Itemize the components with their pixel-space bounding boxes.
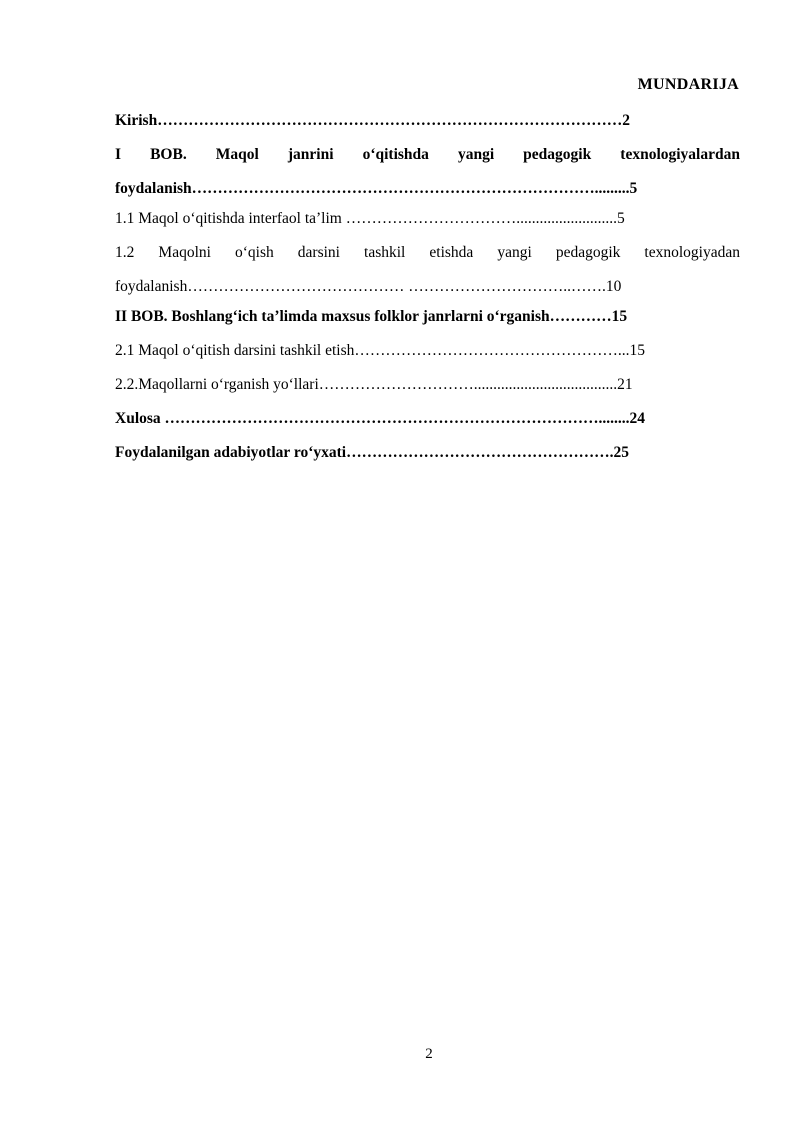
toc-entry-line-1: 1.2 Maqolni o‘qish darsini tashkil etishda yangi pedagogik texnologiyadan (115, 244, 740, 261)
toc-heading: MUNDARIJA (637, 76, 739, 93)
toc-entry-section-1-1 (115, 206, 740, 231)
toc-entry-references (115, 440, 740, 465)
toc-entry-section-2-2 (115, 372, 740, 397)
toc-entry-text: 2.2.Maqollarni o‘rganish yo‘llari………………………….....................................21 (115, 376, 633, 393)
toc-entry-text: II BOB. Boshlang‘ich ta’limda maxsus folklor janrlarni o‘rganish…………15 (115, 308, 628, 325)
toc-entry-introduction (115, 108, 740, 133)
toc-entry-text: Foydalanilgan adabiyotlar ro‘yxati…………………………………………….25 (115, 444, 629, 461)
toc-entry-conclusion (115, 406, 740, 431)
toc-entry-line-1: I BOB. Maqol janrini o‘qitishda yangi pedagogik texnologiyalardan (115, 146, 740, 163)
toc-entry-line-2: foydalanish…………………………………… …………………………..…….10 (115, 278, 622, 295)
page-number: 2 (425, 1046, 433, 1062)
toc-entry-section-1-2 (115, 236, 740, 304)
toc-entry-line-2: foydalanish…………………………………………………………………….........5 (115, 180, 638, 197)
toc-entry-section-2-1 (115, 338, 740, 363)
toc-entry-chapter-2 (115, 304, 740, 329)
toc-entry-text: 2.1 Maqol o‘qitish darsini tashkil etish……………………………………………...15 (115, 342, 645, 359)
toc-entry-text: Xulosa …………………………………………………………………………........24 (115, 410, 646, 427)
table-of-contents (115, 108, 740, 474)
toc-entry-chapter-1 (115, 138, 740, 206)
toc-entry-text: Kirish………………………………………………………………………………2 (115, 112, 630, 129)
toc-entry-text: 1.1 Maqol o‘qitishda interfaol ta’lim ……………………………..........................5 (115, 210, 625, 227)
